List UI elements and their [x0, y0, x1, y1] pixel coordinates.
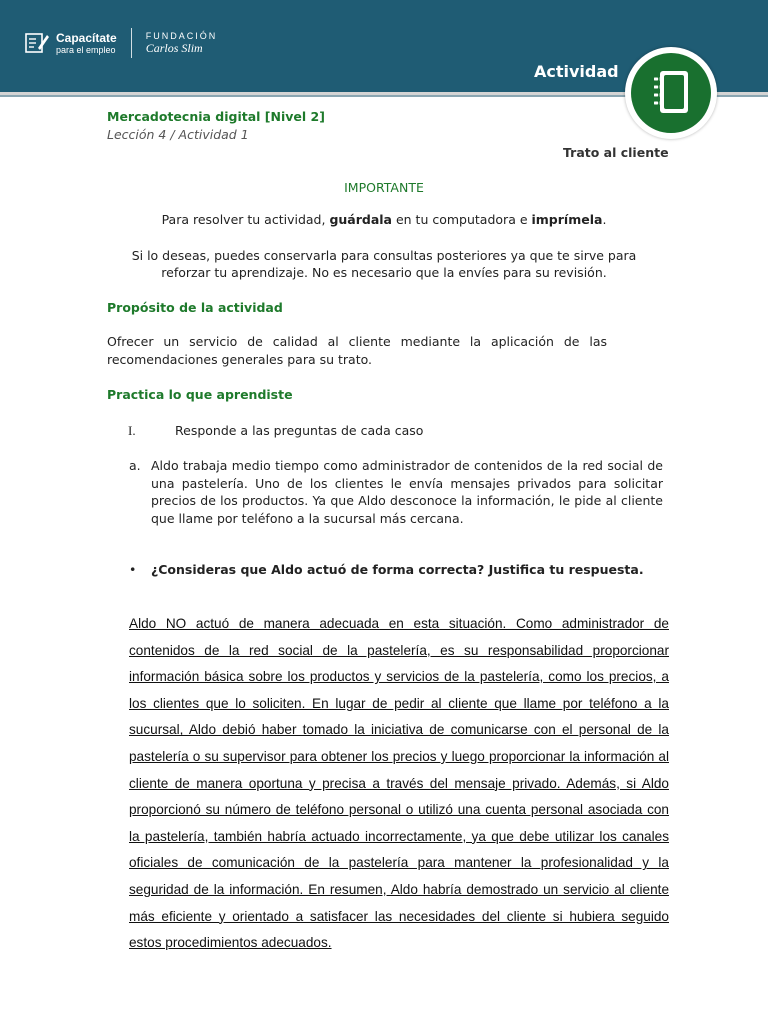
question — [129, 561, 663, 579]
capacitate-logo — [24, 28, 217, 58]
purpose-text: Ofrecer un servicio de calidad al cliente mediante la aplicación de las recomendaciones generales para su trato. — [107, 334, 607, 367]
foundation-label: FUNDACIÓN — [145, 31, 218, 41]
question-text: ¿Consideras que Aldo actuó de forma correcta? Justifica tu respuesta. — [151, 562, 644, 577]
section-label: Actividad — [534, 62, 619, 81]
notebook-icon — [648, 67, 694, 119]
keyword-save: guárdala — [329, 212, 392, 227]
item-number: I. — [128, 423, 136, 438]
topic-title: Trato al cliente — [563, 145, 669, 160]
logo-sub-text: para el empleo — [56, 44, 116, 55]
instructions-line: Para resolver tu actividad, guárdala en tu computadora e imprímela. — [161, 212, 607, 227]
answer-text: Aldo NO actuó de manera adecuada en esta situación. Como administrador de contenidos de la red social de la pastelería, es su responsabilidad proporcionar información básica sobre los productos y servicios de la pastelería, como los precios, a los clientes que lo soliciten. En lugar de pedir al cliente que llame por teléfono a la sucursal, Aldo debió haber tomado la iniciativa de comunicarse con el personal de la pastelería o su supervisor para obtener los precios y luego proporcionar la información al cliente de manera oportuna y precisa a través del mensaje privado. Además, si Aldo proporcionó su número de teléfono personal o utilizó una cuenta personal asociada con la pastelería, también habría actuado incorrectamente, ya que debe utilizar los canales oficiales de comunicación de la pastelería para mantener la profesionalidad y la seguridad de la información. En resumen, Aldo habría demostrado un servicio al cliente más eficiente y orientado a satisfacer las necesidades del cliente si hubiera seguido estos procedimientos adecuados. — [129, 616, 669, 951]
course-title: Mercadotecnia digital [Nivel 2] — [107, 109, 325, 124]
important-heading: IMPORTANTE — [344, 180, 424, 195]
instructions-note: Si lo deseas, puedes conservarla para consultas posteriores ya que te sirve para reforzar tu aprendizaje. No es necesario que la envíes para su revisión. — [131, 248, 637, 280]
practice-heading: Practica lo que aprendiste — [107, 387, 293, 402]
case-text: Aldo trabaja medio tiempo como administrador de contenidos de la red social de una pastelería. Uno de los clientes le envía mensajes privados para solicitar precios de los productos. Ya que Aldo desconoce la información, le pide al cliente que llame por teléfono a la sucursal más cercana. — [151, 458, 663, 526]
lesson-subtitle: Lección 4 / Actividad 1 — [107, 127, 249, 142]
purpose-heading: Propósito de la actividad — [107, 300, 283, 315]
bullet: • — [129, 562, 137, 577]
logo-main-text: Capacítate — [56, 30, 117, 45]
activity-badge — [625, 47, 717, 139]
keyword-print: imprímela — [531, 212, 603, 227]
foundation-signature: Carlos Slim — [145, 41, 203, 55]
case-label: a. — [129, 458, 141, 473]
case-a — [129, 457, 663, 527]
logo-divider — [131, 28, 132, 58]
item-instruction: Responde a las preguntas de cada caso — [175, 423, 424, 438]
pencil-note-icon — [24, 30, 50, 56]
